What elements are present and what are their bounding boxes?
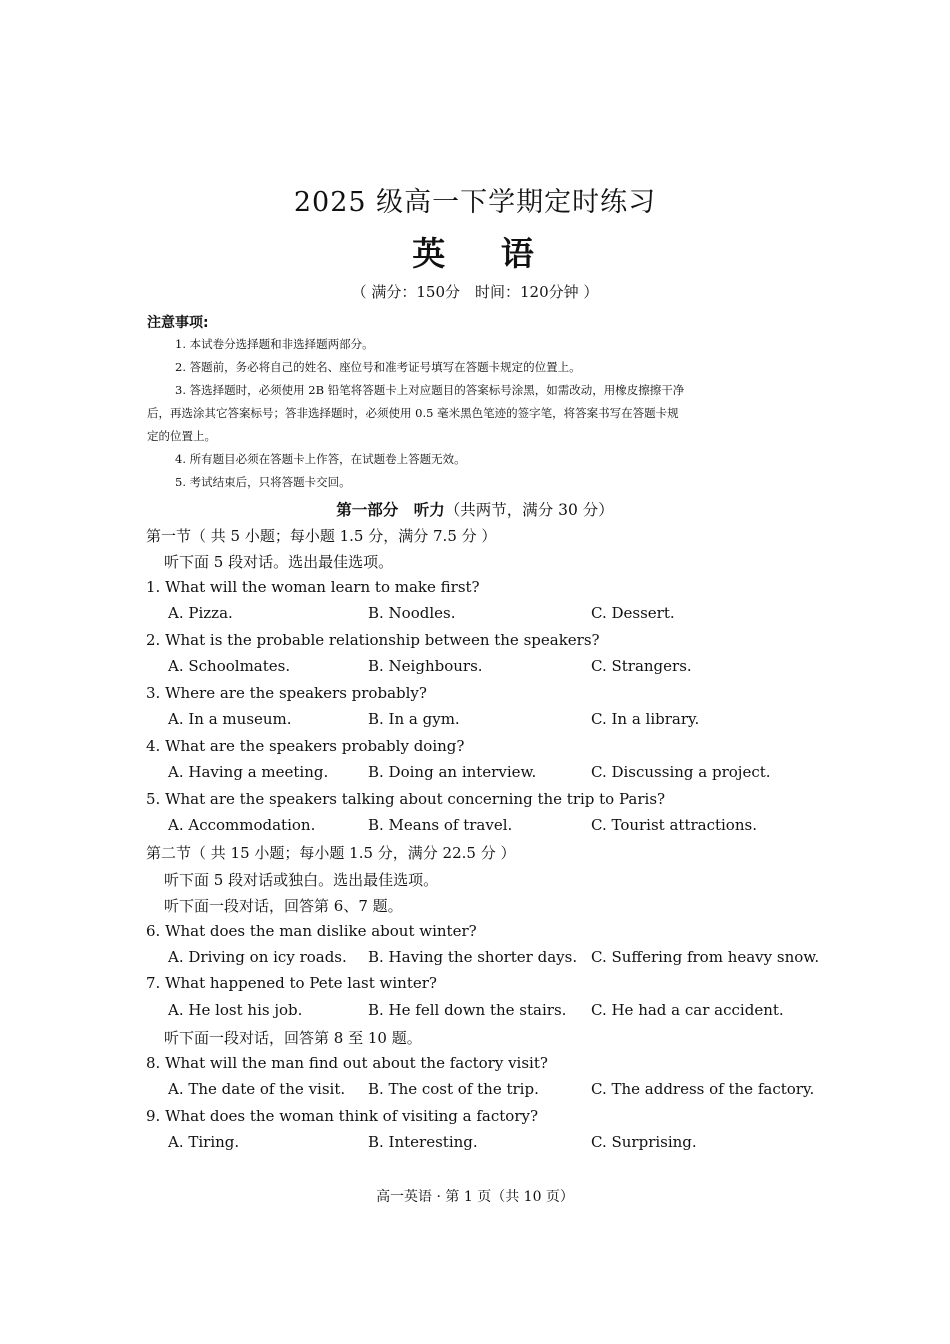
question-3: 3. Where are the speakers probably? bbox=[146, 684, 427, 702]
dialogue-group-instruction: 听下面一段对话，回答第 6、7 题。 bbox=[164, 897, 403, 915]
q7-option-b: B. He fell down the stairs. bbox=[368, 1001, 567, 1019]
question-9: 9. What does the woman think of visiting a factory? bbox=[146, 1107, 538, 1125]
section-two-heading: 第二节（ 共 15 小题；每小题 1.5 分，满分 22.5 分 ） bbox=[146, 844, 516, 862]
note-item: 3. 答选择题时，必须使用 2B 铅笔将答题卡上对应题目的答案标号涂黑，如需改动，用橡皮擦擦干净 bbox=[175, 383, 685, 397]
q9-option-b: B. Interesting. bbox=[368, 1133, 478, 1151]
question-1: 1. What will the woman learn to make first? bbox=[146, 578, 480, 596]
q2-option-a: A. Schoolmates. bbox=[168, 657, 291, 675]
q2-option-c: C. Strangers. bbox=[591, 657, 692, 675]
q6-option-c: C. Suffering from heavy snow. bbox=[591, 948, 820, 966]
question-8: 8. What will the man find out about the factory visit? bbox=[146, 1054, 548, 1072]
subject-title: 英 语 bbox=[412, 234, 556, 273]
score-time-info: （ 满分：150分 时间：120分钟 ） bbox=[351, 283, 599, 301]
notes-heading: 注意事项: bbox=[147, 315, 209, 331]
section-one-heading: 第一节（ 共 5 小题；每小题 1.5 分，满分 7.5 分 ） bbox=[146, 527, 497, 545]
notes-list bbox=[147, 333, 807, 494]
question-7: 7. What happened to Pete last winter? bbox=[146, 974, 437, 992]
note-item: 5. 考试结束后，只将答题卡交回。 bbox=[175, 475, 351, 489]
q4-option-c: C. Discussing a project. bbox=[591, 763, 771, 781]
note-item-continued: 后，再选涂其它答案标号；答非选择题时，必须使用 0.5 毫米黑色笔迹的签字笔，将答案书写在答题卡规 bbox=[147, 406, 679, 420]
q1-option-c: C. Dessert. bbox=[591, 604, 675, 622]
q1-option-a: A. Pizza. bbox=[168, 604, 233, 622]
part-one-title: 第一部分 听力 bbox=[336, 501, 445, 519]
q7-option-a: A. He lost his job. bbox=[168, 1001, 303, 1019]
q9-option-a: A. Tiring. bbox=[168, 1133, 240, 1151]
q7-option-c: C. He had a car accident. bbox=[591, 1001, 784, 1019]
q9-option-c: C. Surprising. bbox=[591, 1133, 697, 1151]
q5-option-a: A. Accommodation. bbox=[168, 816, 316, 834]
q8-option-b: B. The cost of the trip. bbox=[368, 1080, 539, 1098]
q1-option-b: B. Noodles. bbox=[368, 604, 456, 622]
exam-title: 2025 级高一下学期定时练习 bbox=[293, 187, 657, 218]
question-6: 6. What does the man dislike about winter? bbox=[146, 922, 477, 940]
section-one-instruction: 听下面 5 段对话。选出最佳选项。 bbox=[164, 553, 394, 571]
q8-option-a: A. The date of the visit. bbox=[168, 1080, 346, 1098]
question-5: 5. What are the speakers talking about concerning the trip to Paris? bbox=[146, 790, 666, 808]
part-one-score: （共两节，满分 30 分） bbox=[444, 501, 614, 519]
part-one-heading bbox=[0, 498, 950, 520]
note-item: 2. 答题前，务必将自己的姓名、座位号和准考证号填写在答题卡规定的位置上。 bbox=[175, 360, 581, 374]
q6-option-b: B. Having the shorter days. bbox=[368, 948, 578, 966]
q2-option-b: B. Neighbours. bbox=[368, 657, 483, 675]
dialogue-group-instruction: 听下面一段对话，回答第 8 至 10 题。 bbox=[164, 1029, 422, 1047]
q4-option-a: A. Having a meeting. bbox=[168, 763, 329, 781]
q4-option-b: B. Doing an interview. bbox=[368, 763, 537, 781]
q3-option-a: A. In a museum. bbox=[168, 710, 292, 728]
page-footer: 高一英语 · 第 1 页（共 10 页） bbox=[376, 1189, 574, 1205]
q5-option-c: C. Tourist attractions. bbox=[591, 816, 757, 834]
question-4: 4. What are the speakers probably doing? bbox=[146, 737, 465, 755]
note-item: 1. 本试卷分选择题和非选择题两部分。 bbox=[175, 337, 374, 351]
section-two-instruction: 听下面 5 段对话或独白。选出最佳选项。 bbox=[164, 871, 439, 889]
q6-option-a: A. Driving on icy roads. bbox=[168, 948, 347, 966]
q8-option-c: C. The address of the factory. bbox=[591, 1080, 815, 1098]
q3-option-c: C. In a library. bbox=[591, 710, 700, 728]
q3-option-b: B. In a gym. bbox=[368, 710, 460, 728]
question-2: 2. What is the probable relationship between the speakers? bbox=[146, 631, 600, 649]
q5-option-b: B. Means of travel. bbox=[368, 816, 513, 834]
note-item-continued: 定的位置上。 bbox=[147, 429, 216, 443]
note-item: 4. 所有题目必须在答题卡上作答，在试题卷上答题无效。 bbox=[175, 452, 466, 466]
